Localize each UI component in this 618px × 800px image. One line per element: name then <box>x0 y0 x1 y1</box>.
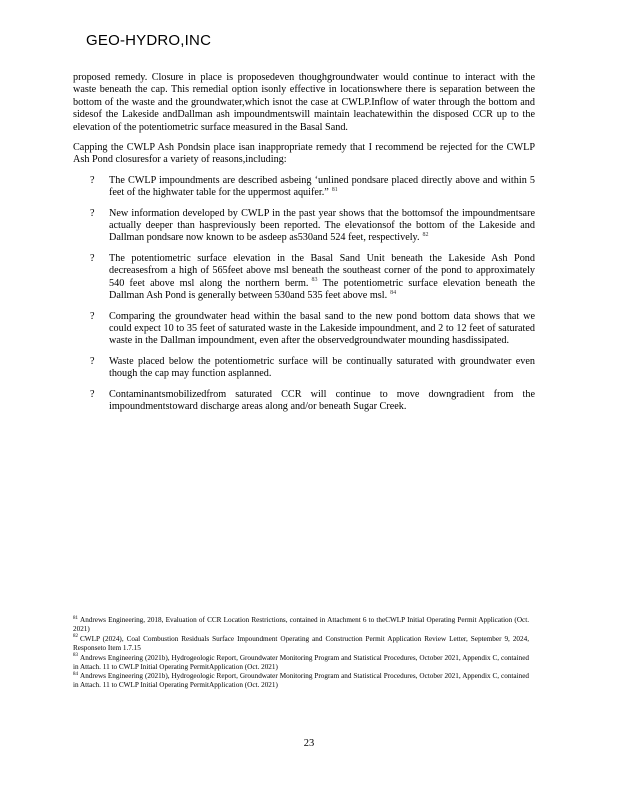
footnote-number: 84 <box>73 672 78 678</box>
footnote-text: CWLP (2024), Coal Combustion Residuals Surface Impoundment Operating and Construction Permit Application Review Letter, September 9, 2024, Responseto Item 1.7.15 <box>73 634 529 652</box>
footnote <box>73 672 529 690</box>
bullet-text: Waste placed below the potentiometric surface will be continually saturated with groundwater even though the cap may function asplanned. <box>109 355 535 380</box>
bullet-glyph: ? <box>90 252 95 264</box>
footnote-ref[interactable]: 84 <box>390 289 397 296</box>
list-item <box>73 175 535 200</box>
footnote-number: 82 <box>73 634 78 640</box>
reasons-list <box>73 175 535 414</box>
footnote-number: 81 <box>73 615 78 621</box>
bullet-text-continued: The potentiometric surface elevation beneath the Dallman Ash Pond is generally between 530and 535 feet above msl. <box>109 277 535 302</box>
bullet-glyph: ? <box>90 355 95 367</box>
list-item <box>73 208 535 245</box>
bullet-glyph: ? <box>90 174 95 186</box>
list-item <box>73 389 535 414</box>
company-header: GEO-HYDRO,INC <box>86 32 212 49</box>
bullet-text: Contaminantsmobilizedfrom saturated CCR will continue to move downgradient from the impoundmentstoward discharge areas along and/or beneath Sugar Creek. <box>109 388 535 412</box>
footnote-text: Andrews Engineering (2021b), Hydrogeologic Report, Groundwater Monitoring Program and Statistical Procedures, October 2021, Appendix C, contained in Attach. 11 to CWLP Initial Operating PermitApplication (Oct. 2021) <box>73 653 529 671</box>
bullet-glyph: ? <box>90 310 95 322</box>
paragraph-closure: proposed remedy. Closure in place is proposedeven thoughgroundwater would continue to interact with the waste beneath the cap. This remedial option isonly effective in locationswhere there is separation between the bottom of the waste and the groundwater,which isnot the case at CWLP.Inflow of water through the bottom and sidesof the Lakeside andDallman ash impoundmentswill maintain leachatewithin the disposed CCR up to the elevation of the potentiometric surface measured in the Basal Sand. <box>73 72 535 133</box>
footnote-text: Andrews Engineering (2021b), Hydrogeologic Report, Groundwater Monitoring Program and Statistical Procedures, October 2021, Appendix C, contained in Attach. 11 to CWLP Initial Operating PermitApplication (Oct. 2021) <box>73 672 529 690</box>
footnotes <box>73 616 529 691</box>
footnote-text: Andrews Engineering, 2018, Evaluation of CCR Location Restrictions, contained in Attachment 6 to theCWLP Initial Operating Permit Application (Oct. 2021) <box>73 616 529 633</box>
bullet-text: The CWLP impoundments are described asbeing ‘unlined pondsare placed directly above and within 5 feet of the highwater table for the uppermost aquifer.” <box>109 174 535 199</box>
page-number: 23 <box>303 738 315 749</box>
footnote <box>73 635 529 653</box>
bullet-glyph: ? <box>90 388 95 400</box>
bullet-text: Comparing the groundwater head within the basal sand to the new pond bottom data shows that we could expect 10 to 35 feet of saturated waste in the Lakeside impoundment, and 2 to 12 feet of saturated waste in the Dallman impoundment, even after the observedgroundwater mounding hasdissipated. <box>109 310 535 347</box>
footnote-ref[interactable]: 83 <box>311 277 318 284</box>
footnote <box>73 654 529 672</box>
footnote-number: 83 <box>73 653 78 659</box>
paragraph-capping: Capping the CWLP Ash Pondsin place isan inappropriate remedy that I recommend be rejected for the CWLP Ash Pond closuresfor a variety of reasons,including: <box>73 142 535 166</box>
bullet-glyph: ? <box>90 207 95 219</box>
list-item <box>73 356 535 381</box>
footnote-ref[interactable]: 81 <box>331 186 338 193</box>
bullet-text: The potentiometric surface elevation in the Basal Sand Unit beneath the Lakeside Ash Pond decreasesfrom a high of 565feet above msl beneath the southeast corner of the pond to approximately 540 feet above msl along the northern berm. <box>109 252 535 289</box>
footnote <box>73 616 529 634</box>
bullet-text: New information developed by CWLP in the past year shows that the bottomsof the impoundmentsare actually deeper than haspreviously been reported. The elevationsof the bottom of the Lakeside and Dallman pondsare now known to be asdeep as530and 524 feet, respectively. <box>109 207 535 244</box>
list-item <box>73 311 535 348</box>
body-text <box>73 72 535 421</box>
footnote-ref[interactable]: 82 <box>422 232 429 239</box>
list-item <box>73 253 535 303</box>
